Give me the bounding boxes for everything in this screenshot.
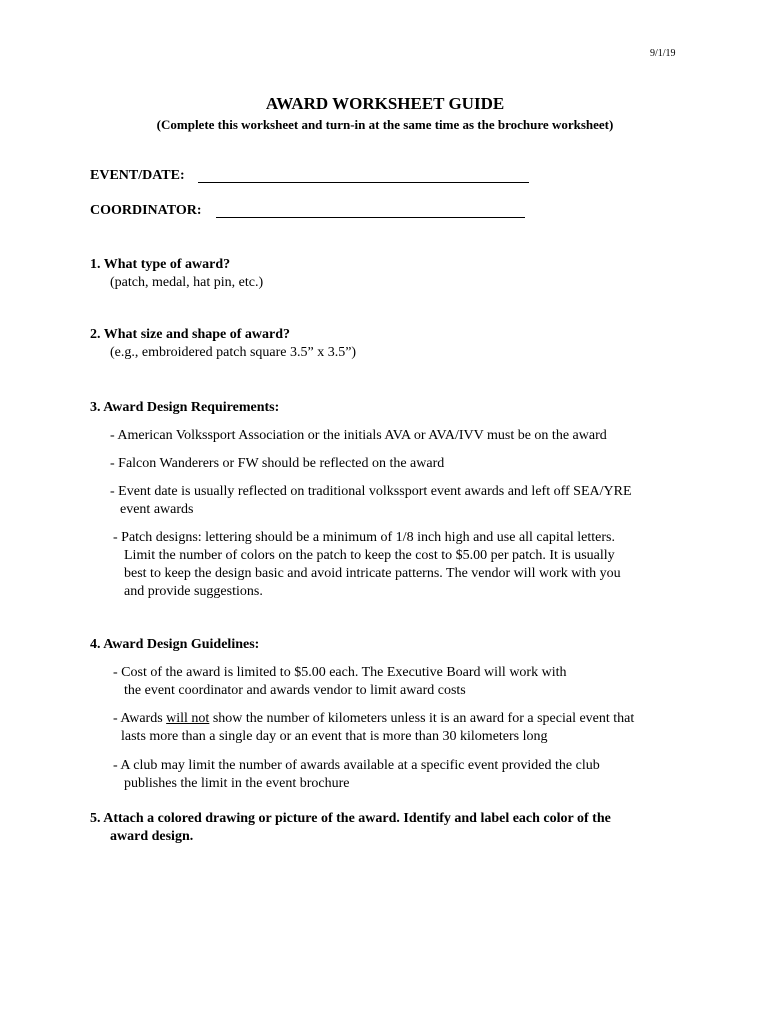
event-date-label: EVENT/DATE: [90, 168, 185, 183]
guideline-item-continued: publishes the limit in the event brochure [124, 776, 350, 791]
question-5: 5. Attach a colored drawing or picture of the award. Identify and label each color of the [90, 811, 611, 826]
guideline-text: show the number of kilometers unless it is an award for a special event that [209, 711, 635, 726]
requirement-item-continued: and provide suggestions. [124, 584, 263, 599]
question-4: 4. Award Design Guidelines: [90, 637, 260, 652]
question-2-hint: (e.g., embroidered patch square 3.5” x 3.5”) [110, 345, 357, 360]
question-1-hint: (patch, medal, hat pin, etc.) [110, 275, 264, 290]
question-5-continued: award design. [110, 829, 194, 844]
requirement-item: - American Volkssport Association or the initials AVA or AVA/IVV must be on the award [110, 428, 607, 443]
page-title: AWARD WORKSHEET GUIDE [265, 94, 505, 113]
requirement-item-continued: best to keep the design basic and avoid intricate patterns. The vendor will work with you [124, 566, 621, 581]
page-subtitle: (Complete this worksheet and turn-in at the same time as the brochure worksheet) [156, 117, 614, 132]
requirement-item: - Falcon Wanderers or FW should be reflected on the award [110, 456, 445, 471]
question-1: 1. What type of award? [90, 257, 231, 272]
question-2: 2. What size and shape of award? [90, 327, 291, 342]
guideline-item-continued: the event coordinator and awards vendor to limit award costs [124, 683, 466, 698]
underlined-emphasis: will not [166, 711, 210, 726]
requirement-item: - Event date is usually reflected on traditional volkssport event awards and left off SEA/YRE [110, 484, 632, 499]
question-3: 3. Award Design Requirements: [90, 400, 280, 415]
document-date: 9/1/19 [650, 48, 676, 59]
guideline-item-continued: lasts more than a single day or an event that is more than 30 kilometers long [121, 729, 548, 744]
guideline-item: - A club may limit the number of awards available at a specific event provided the club [113, 758, 600, 773]
coordinator-label: COORDINATOR: [90, 203, 202, 218]
guideline-text: - Awards [113, 711, 167, 726]
guideline-item: - Cost of the award is limited to $5.00 each. The Executive Board will work with [113, 665, 567, 680]
event-date-field[interactable] [198, 182, 529, 183]
requirement-item-continued: event awards [120, 502, 194, 517]
requirement-item-continued: Limit the number of colors on the patch to keep the cost to $5.00 per patch. It is usually [124, 548, 615, 563]
guideline-item [113, 710, 634, 728]
requirement-item: - Patch designs: lettering should be a minimum of 1/8 inch high and use all capital letters. [113, 530, 615, 545]
coordinator-field[interactable] [216, 217, 525, 218]
